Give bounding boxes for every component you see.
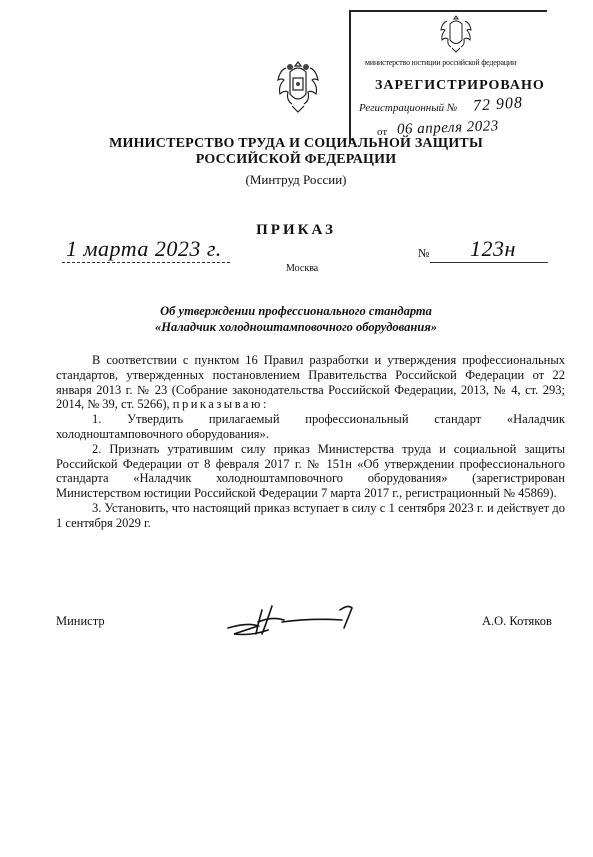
stamp-date: 06 апреля 2023 — [396, 118, 500, 138]
order-number-sign: № — [418, 246, 430, 260]
order-title: ПРИКАЗ — [256, 222, 336, 238]
body-intro-command: приказываю: — [172, 397, 269, 412]
stamp-registered-label: ЗАРЕГИСТРИРОВАНО — [375, 78, 545, 93]
ministry-title-line-1: МИНИСТЕРСТВО ТРУДА И СОЦИАЛЬНОЙ ЗАЩИТЫ — [109, 136, 483, 151]
stamp-registration-number-label: Регистрационный № — [359, 102, 458, 114]
registration-stamp — [349, 10, 547, 144]
order-body — [56, 353, 565, 531]
stamp-date-prefix: от — [377, 126, 388, 138]
stamp-ministry-name: министерство юстиции российской федерации — [365, 58, 517, 67]
order-number-underline — [430, 262, 548, 263]
stamp-emblem-icon — [438, 14, 474, 54]
order-number: 123н — [470, 236, 516, 261]
body-item-2: 2. Признать утратившим силу приказ Министерства труда и социальной защиты Российской Федерации от 8 февраля 2017 г. № 151н «Об утверждении профессионального стандарта «Наладчик холодноштамповочного оборудования» (зарегистрирован Министерством юстиции Российской Федерации 7 марта 2017 г., регистрационный № 45869). — [56, 441, 565, 501]
body-item-3: 3. Установить, что настоящий приказ вступает в силу с 1 сентября 2023 г. и действует до 1 сентября 2029 г. — [56, 500, 565, 530]
handwritten-signature — [222, 600, 382, 640]
signatory-name: А.О. Котяков — [482, 614, 552, 628]
body-item-1: 1. Утвердить прилагаемый профессиональный стандарт «Наладчик холодноштамповочного оборудования». — [56, 412, 565, 441]
body-intro-text: В соответствии с пунктом 16 Правил разработки и утверждения профессиональных стандартов, утвержденных постановлением Правительства Российской Федерации от 22 января 2013 г. № 23 (Собрание законодательства Российской Федерации, 2013, № 4, ст. 293; 2014, № 39, ст. 5266), — [56, 353, 565, 412]
ministry-title-line-2: РОССИЙСКОЙ ФЕДЕРАЦИИ — [195, 152, 397, 167]
order-city: Москва — [286, 263, 319, 274]
ministry-title — [96, 136, 496, 168]
order-subject — [96, 303, 496, 335]
stamp-registration-number: 72 908 — [472, 94, 524, 115]
stamp-registration-number-row — [359, 94, 524, 115]
order-date-underline — [62, 262, 230, 263]
ministry-short-name: (Минтруд России) — [245, 172, 347, 187]
order-subject-line-2: «Наладчик холодноштамповочного оборудования» — [154, 320, 438, 334]
order-date: 1 марта 2023 г. — [66, 236, 222, 261]
coat-of-arms-emblem — [272, 58, 324, 116]
body-intro-paragraph — [56, 353, 565, 412]
signatory-title: Министр — [56, 614, 105, 628]
order-subject-line-1: Об утверждении профессионального стандарта — [160, 304, 432, 318]
